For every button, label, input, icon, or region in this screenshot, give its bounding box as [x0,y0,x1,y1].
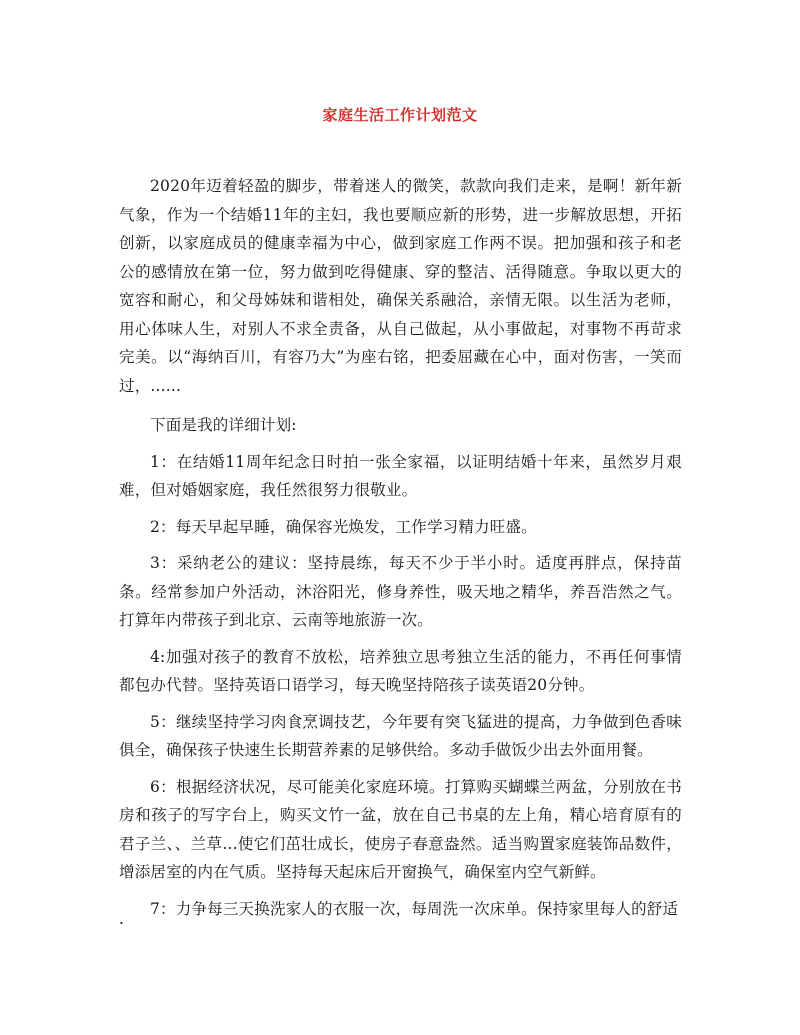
paragraph-plan-7: 7：力争每三天换洗家人的衣服一次，每周洗一次床单。保持家里每人的舒适 [150,899,679,918]
trailing-mark: . [119,910,124,928]
paragraph-plan-6: 6：根据经济状况，尽可能美化家庭环境。打算购买蝴蝶兰两盆，分别放在书房和孩子的写字台上，购买文竹一盆，放在自己书桌的左上角，精心培育原有的君子兰、、兰草...使它们茁壮成长，使房子春意盎然。适当购置家庭装饰品数件，增添居室的内在气质。坚持每天起床后开窗换气，确保室内空气新鲜。 [119,777,682,881]
document-title: 家庭生活工作计划范文 [322,106,478,124]
paragraph-plan-2: 2：每天早起早睡，确保容光焕发，工作学习精力旺盛。 [150,517,537,536]
document-body [119,172,682,931]
paragraph-plan-4: 4:加强对孩子的教育不放松，培养独立思考独立生活的能力，不再任何事情都包办代替。坚持英语口语学习，每天晚坚持陪孩子读英语20分钟。 [119,647,682,694]
paragraph-plan-3: 3：采纳老公的建议：坚持晨练，每天不少于半小时。适度再胖点，保持苗条。经常参加户外活动，沐浴阳光，修身养性，吸天地之精华，养吾浩然之气。打算年内带孩子到北京、云南等地旅游一次。 [119,554,682,629]
paragraph-plan-5: 5：继续坚持学习肉食烹调技艺，今年要有突飞猛进的提高，力争做到色香味俱全，确保孩子快速生长期营养素的足够供给。多动手做饭少出去外面用餐。 [119,712,682,759]
paragraph-plan-heading: 下面是我的详细计划: [150,416,297,434]
paragraph-intro: 2020年迈着轻盈的脚步，带着迷人的微笑，款款向我们走来，是啊！新年新气象，作为一个结婚11年的主妇，我也要顺应新的形势，进一步解放思想，开拓创新，以家庭成员的健康幸福为中心，做到家庭工作两不误。把加强和孩子和老公的感情放在第一位，努力做到吃得健康、穿的整洁、活得随意。争取以更大的宽容和耐心，和父母姊妹和谐相处，确保关系融洽，亲情无限。以生活为老师，用心体味人生，对别人不求全责备，从自己做起，从小事做起，对事物不再苛求完美。以“海纳百川，有容乃大”为座右铭，把委屈藏在心中，面对伤害，一笑而过，...... [119,177,682,395]
paragraph-plan-1: 1：在结婚11周年纪念日时拍一张全家福，以证明结婚十年来，虽然岁月艰难，但对婚姻家庭，我任然很努力很敬业。 [119,452,682,499]
